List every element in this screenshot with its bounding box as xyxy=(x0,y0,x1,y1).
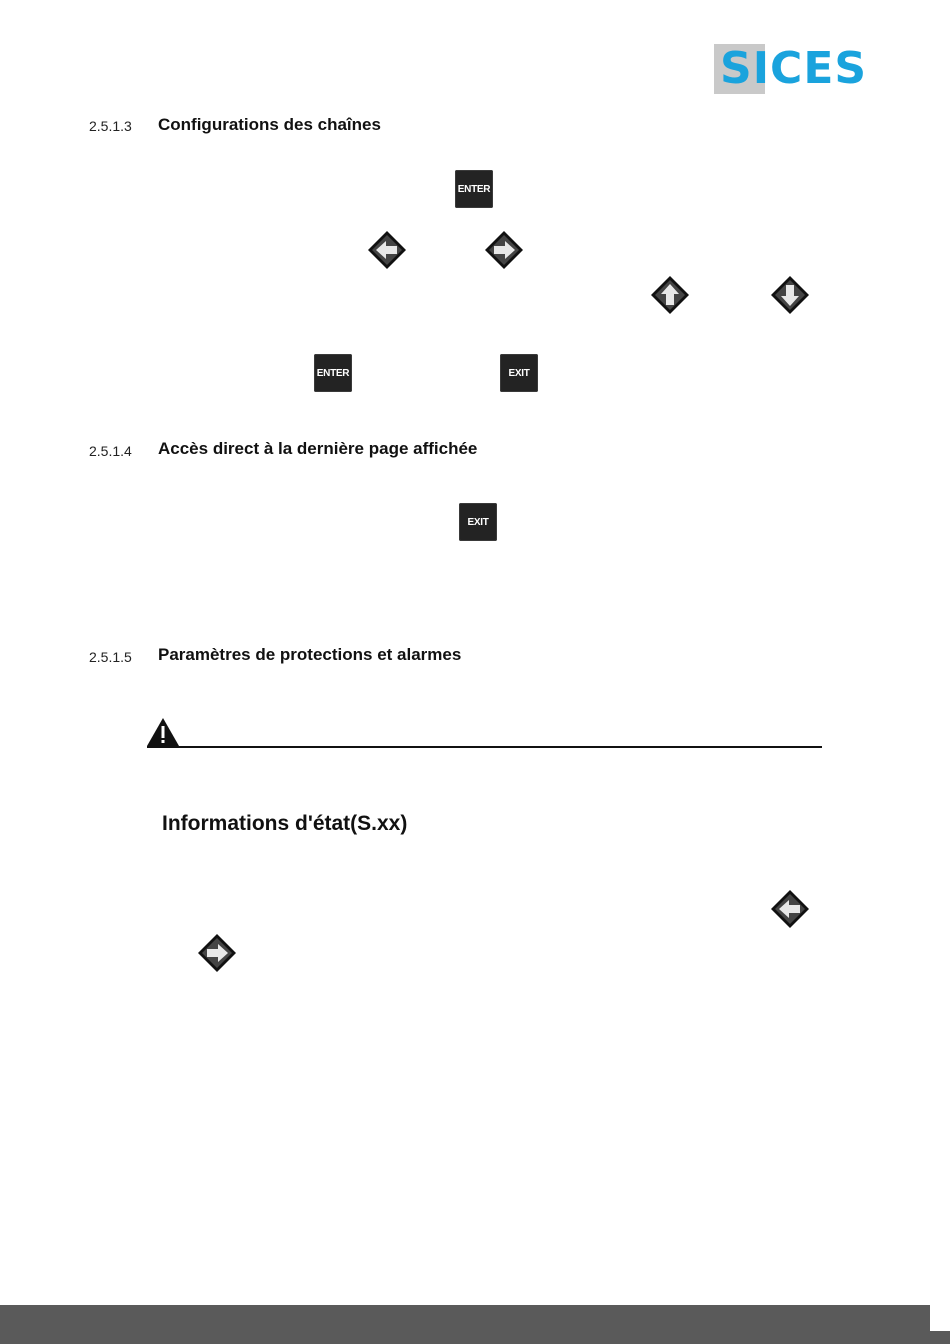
status-info-title: Informations d'état(S.xx) xyxy=(162,812,408,835)
exit-key-icon: EXIT xyxy=(459,503,497,541)
arrow-right-icon xyxy=(484,230,524,270)
exit-key-icon: EXIT xyxy=(500,354,538,392)
arrow-left-icon xyxy=(367,230,407,270)
arrow-down-icon xyxy=(770,275,810,315)
section-number: 2.5.1.5 xyxy=(89,649,132,665)
enter-key-icon: ENTER xyxy=(455,170,493,208)
section-title: Paramètres de protections et alarmes xyxy=(158,645,462,664)
arrow-up-icon xyxy=(650,275,690,315)
section-number: 2.5.1.4 xyxy=(89,443,132,459)
logo-text: SICES xyxy=(720,43,868,94)
arrow-right-icon xyxy=(197,933,237,973)
page-number-tab xyxy=(930,1305,950,1331)
section-number: 2.5.1.3 xyxy=(89,118,132,134)
section-title: Accès direct à la dernière page affichée xyxy=(158,439,478,458)
page-footer-bar xyxy=(0,1305,950,1344)
enter-key-icon: ENTER xyxy=(314,354,352,392)
warning-triangle-icon xyxy=(146,717,180,747)
arrow-left-icon xyxy=(770,889,810,929)
sices-logo xyxy=(714,44,896,94)
section-title: Configurations des chaînes xyxy=(158,115,381,134)
warning-rule xyxy=(147,746,822,748)
